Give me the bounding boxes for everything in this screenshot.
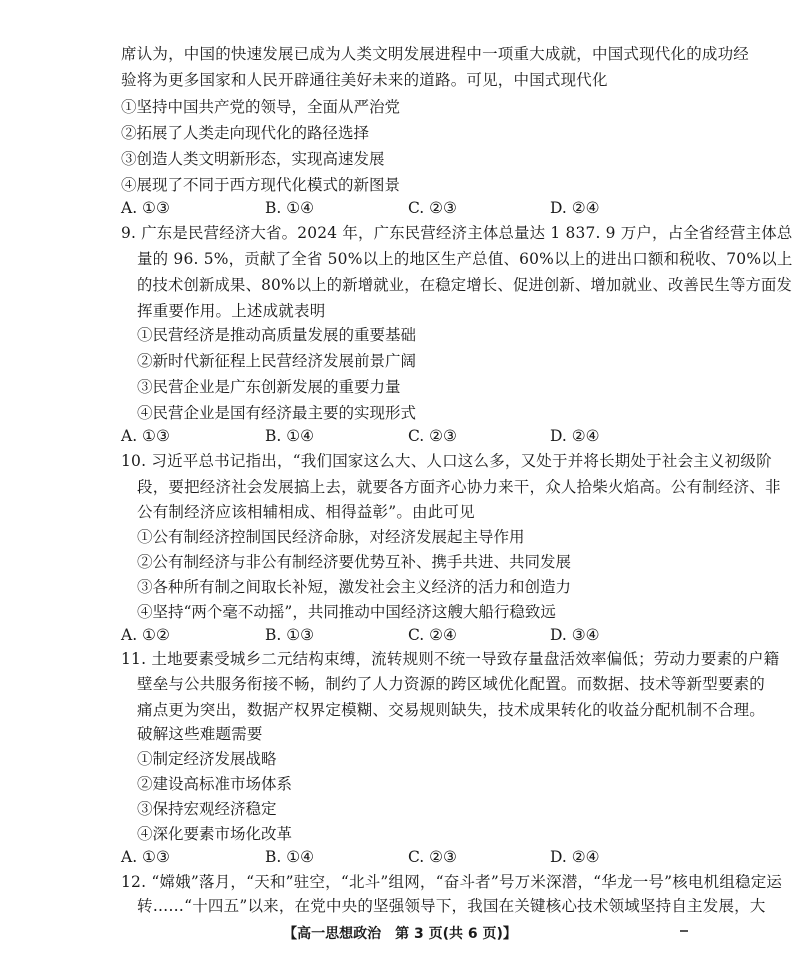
q12-line-2: 转……“十四五”以来，在党中央的坚强领导下，我国在关键核心技术领域坚持自主发展，大 [137,897,766,915]
q8-choices [0,197,800,219]
q9-choice-c: C. ②③ [408,427,457,445]
q8-line-1: 席认为，中国的快速发展已成为人类文明发展进程中一项重大成就，中国式现代化的成功经 [121,45,750,63]
q9-option-2: ②新时代新征程上民营经济发展前景广阔 [137,352,417,370]
q11-line-4: 破解这些难题需要 [137,725,263,743]
page-footer: 【高一思想政治 第 3 页(共 6 页)】 [283,926,517,942]
q9-option-3: ③民营企业是广东创新发展的重要力量 [137,378,401,396]
q10-choice-a: A. ①② [121,626,170,644]
q11-option-4: ④深化要素市场化改革 [137,825,293,843]
q9-line-3: 的技术创新成果、80%以上的新增就业，在稳定增长、促进创新、增加就业、改善民生等方面发 [137,276,793,294]
q8-line-2: 验将为更多国家和人民开辟通往美好未来的道路。可见，中国式现代化 [121,71,608,89]
q10-choice-b: B. ①③ [265,626,315,644]
q9-choice-a: A. ①③ [121,427,170,445]
q11-line-3: 痛点更为突出，数据产权界定模糊、交易规则缺失，技术成果转化的收益分配机制不合理。 [137,701,766,719]
q9-option-1: ①民营经济是推动高质量发展的重要基础 [137,326,417,344]
q11-line-2: 壁垒与公共服务衔接不畅，制约了人力资源的跨区域优化配置。而数据、技术等新型要素的 [137,675,766,693]
q10-choice-d: D. ③④ [550,626,600,644]
q10-line-2: 段，要把经济社会发展搞上去，就要各方面齐心协力来干，众人拾柴火焰高。公有制经济、非 [137,478,781,496]
q11-choice-c: C. ②③ [408,848,457,866]
q11-choice-a: A. ①③ [121,848,170,866]
q11-choice-d: D. ②④ [550,848,600,866]
q11-choice-b: B. ①④ [265,848,315,866]
q8-choice-a: A. ①③ [121,199,170,217]
q10-choices [0,624,800,646]
q8-choice-c: C. ②③ [408,199,457,217]
q11-option-1: ①制定经济发展战略 [137,750,277,768]
q8-option-2: ②拓展了人类走向现代化的路径选择 [121,124,370,142]
q11-option-2: ②建设高标准市场体系 [137,775,293,793]
q11-option-3: ③保持宏观经济稳定 [137,800,277,818]
q9-line-2: 量的 96. 5%，贡献了全省 50%以上的地区生产总值、60%以上的进出口额和税收、70%以上 [137,250,793,268]
q10-line-1: 10. 习近平总书记指出，“我们国家这么大、人口这么多，又处于并将长期处于社会主义初级阶 [121,452,772,470]
q11-line-1: 11. 土地要素受城乡二元结构束缚，流转规则不统一导致存量盘活效率偏低；劳动力要素的户籍 [121,650,780,668]
q9-option-4: ④民营企业是国有经济最主要的实现形式 [137,404,417,422]
q10-choice-c: C. ②④ [408,626,457,644]
q8-choice-b: B. ①④ [265,199,315,217]
q10-option-3: ③各种所有制之间取长补短，激发社会主义经济的活力和创造力 [137,578,572,596]
q8-option-3: ③创造人类文明新形态，实现高速发展 [121,150,385,168]
q9-choice-d: D. ②④ [550,427,600,445]
q10-option-1: ①公有制经济控制国民经济命脉，对经济发展起主导作用 [137,528,525,546]
q10-line-3: 公有制经济应该相辅相成、相得益彰”。由此可见 [137,503,475,521]
q9-choices [0,425,800,447]
scan-mark [680,930,688,932]
q9-line-1: 9. 广东是民营经济大省。2024 年，广东民营经济主体总量达 1 837. 9 万户，占全省经营主体总 [121,224,793,242]
q10-option-2: ②公有制经济与非公有制经济要优势互补、携手共进、共同发展 [137,553,572,571]
q10-option-4: ④坚持“两个毫不动摇”，共同推动中国经济这艘大船行稳致远 [137,603,556,621]
q8-option-1: ①坚持中国共产党的领导，全面从严治党 [121,98,401,116]
q9-line-4: 挥重要作用。上述成就表明 [137,302,326,320]
q12-line-1: 12. “嫦娥”落月，“天和”驻空，“北斗”组网，“奋斗者”号万米深潜，“华龙一号”核电机组稳定运 [121,873,783,891]
q8-option-4: ④展现了不同于西方现代化模式的新图景 [121,176,401,194]
q11-choices [0,846,800,868]
q9-choice-b: B. ①④ [265,427,315,445]
q8-choice-d: D. ②④ [550,199,600,217]
